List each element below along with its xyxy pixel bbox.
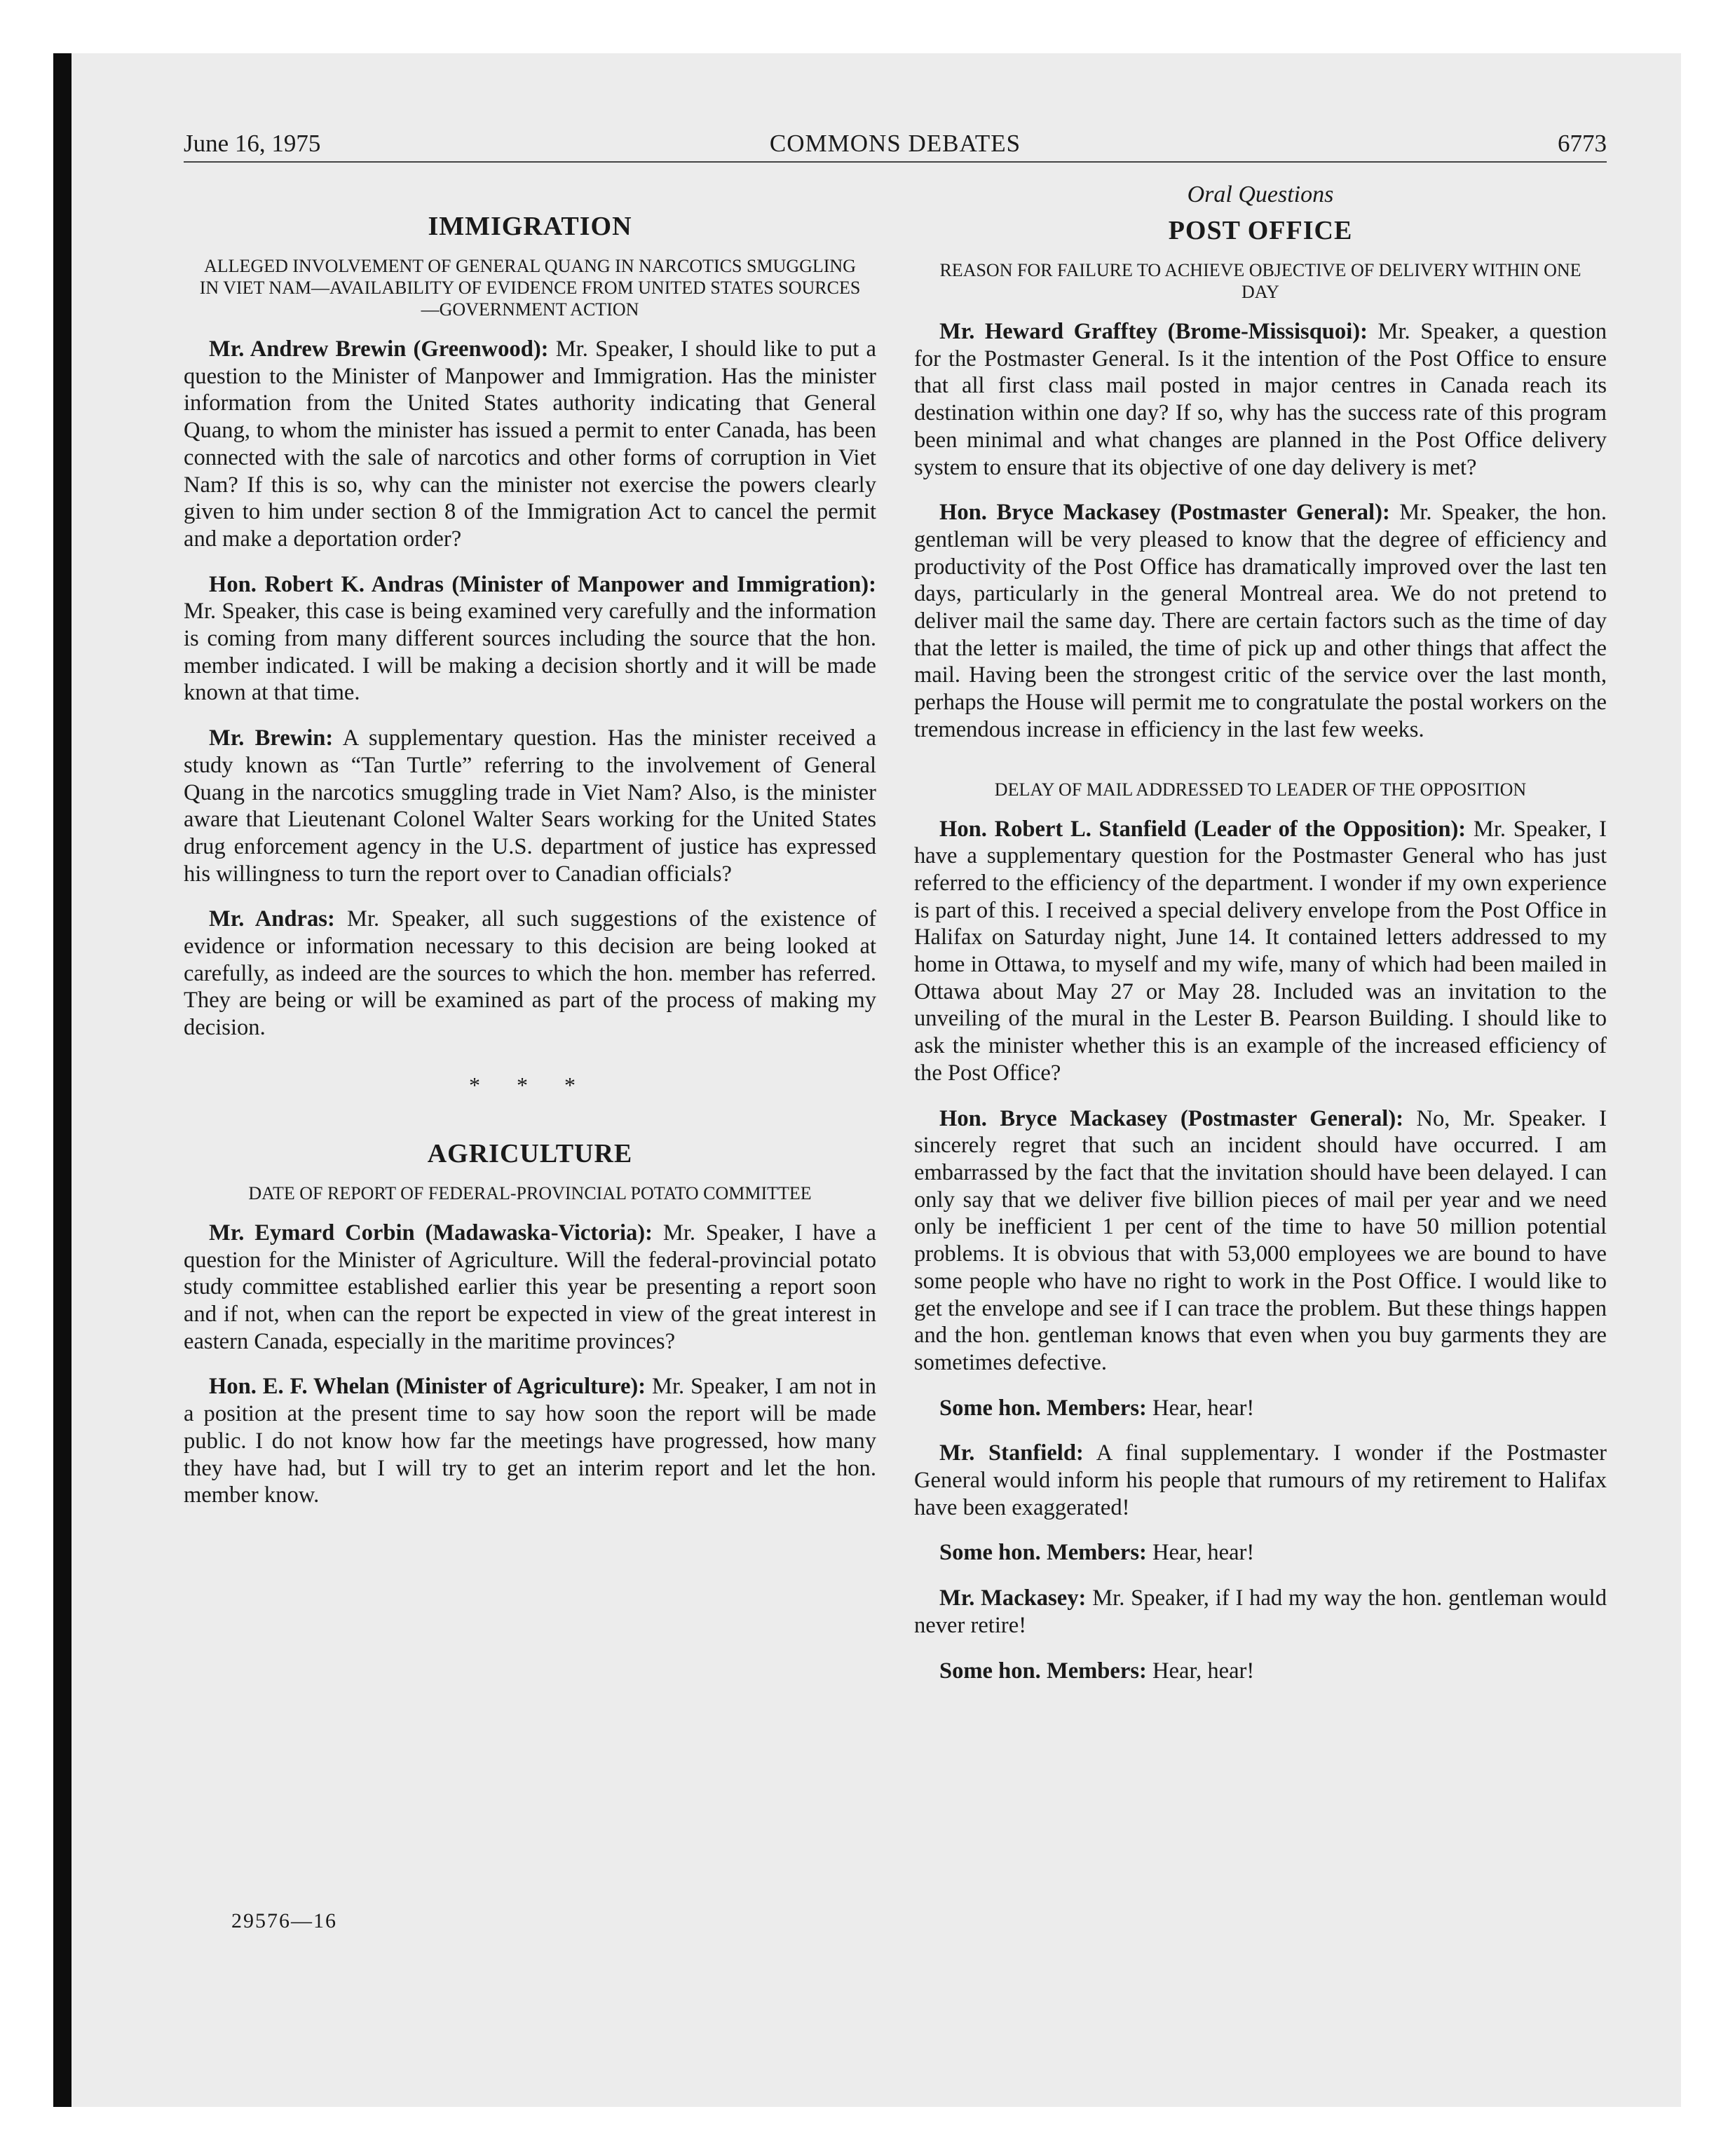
subheading-delivery-objective: REASON FOR FAILURE TO ACHIEVE OBJECTIVE OF DELIVERY WITHIN ONE DAY (939, 260, 1581, 302)
right-column (914, 181, 1607, 1703)
speaker-name: Some hon. Members: (939, 1395, 1147, 1421)
speech-text: Hear, hear! (1146, 1540, 1255, 1566)
speech-text: Mr. Speaker, this case is being examined very carefully and the information is coming from many different sources including the source that the hon. member indicated. I will be making a decision shortly and it will be made known at that time. (184, 599, 876, 706)
speaker-name: Some hon. Members: (939, 1658, 1147, 1684)
page-header (184, 126, 1607, 163)
speech-text: Mr. Speaker, the hon. gentleman will be very pleased to know that the degree of efficiency and productivity of the Post Office has dramatically improved over the last ten days, particularly in the general Montreal area. We do not pretend to deliver mail the same day. There are certain factors such as the time of day that the letter is mailed, the time of pick up and other things that affect the mail. Having been the strongest critic of the service over the last month, perhaps the House will permit me to congratulate the postal workers on the tremendous increase in efficiency in the last few weeks. (914, 500, 1607, 742)
speech-text: Hear, hear! (1146, 1395, 1255, 1421)
print-code: 29576—16 (231, 1909, 337, 1932)
speech-paragraph (914, 1585, 1607, 1639)
speech-paragraph (184, 1373, 876, 1509)
speaker-name: Hon. Bryce Mackasey (Postmaster General): (939, 500, 1390, 526)
header-date: June 16, 1975 (184, 130, 321, 157)
speaker-name: Mr. Stanfield: (939, 1440, 1084, 1466)
speech-paragraph (914, 1105, 1607, 1377)
subheading-quang: ALLEGED INVOLVEMENT OF GENERAL QUANG IN NARCOTICS SMUGGLING IN VIET NAM—AVAILABILITY OF EVIDENCE FROM UNITED STATES SOURCES—GOVERNMENT ACTION (199, 256, 861, 320)
speech-text: Mr. Speaker, I have a supplementary question for the Postmaster General who has just referred to the efficiency of the department. I wonder if my own experience is part of this. I received a special delivery envelope from the Post Office in Halifax on Saturday night, June 14. It contained letters addressed to my home in Ottawa, to myself and my wife, many of which had been mailed in Ottawa about May 27 or May 28. Included was an invitation to the unveiling of the mural in the Lester B. Pearson Building. I should like to ask the minister whether this is an example of the increased efficiency of the Post Office? (914, 816, 1607, 1086)
header-publication: COMMONS DEBATES (769, 130, 1021, 157)
running-head: Oral Questions (1187, 182, 1334, 207)
header-page-number: 6773 (1558, 130, 1607, 157)
speaker-name: Hon. Bryce Mackasey (Postmaster General): (939, 1105, 1404, 1131)
speaker-name: Hon. Robert K. Andras (Minister of Manpower and Immigration): (209, 571, 876, 597)
speaker-name: Some hon. Members: (939, 1540, 1147, 1566)
speaker-name: Mr. Andras: (209, 906, 335, 932)
left-column (184, 210, 876, 1527)
speaker-name: Mr. Andrew Brewin (Greenwood): (209, 336, 549, 362)
speech-text: Mr. Speaker, all such suggestions of the existence of evidence or information necessary to this decision are being looked at carefully, as indeed are the sources to which the hon. member has referred. They are being or will be examined as part of the process of making my decision. (184, 906, 876, 1041)
speech-paragraph (184, 571, 876, 707)
section-heading-post-office: POST OFFICE (1168, 216, 1353, 245)
binding-edge (53, 53, 72, 2107)
speech-text: Hear, hear! (1146, 1658, 1255, 1684)
speech-paragraph (914, 1395, 1607, 1422)
section-heading-agriculture: AGRICULTURE (427, 1138, 633, 1168)
speech-paragraph (914, 318, 1607, 481)
subheading-potato-committee: DATE OF REPORT OF FEDERAL-PROVINCIAL POTATO COMMITTEE (248, 1182, 812, 1203)
speech-paragraph (184, 336, 876, 553)
speech-paragraph (184, 906, 876, 1042)
speech-text: A supplementary question. Has the minister received a study known as “Tan Turtle” referring to the involvement of General Quang in the narcotics smuggling trade in Viet Nam? Also, is the minister aware that Lieutenant Colonel Walter Sears working for the United States drug enforcement agency in the U.S. department of justice has expressed his willingness to turn the report over to Canadian officials? (184, 725, 876, 887)
speech-paragraph (914, 1658, 1607, 1685)
speech-paragraph (914, 1440, 1607, 1521)
speech-text: No, Mr. Speaker. I sincerely regret that such an incident should have occurred. I am embarrassed by the fact that the invitation should have been delayed. I can only say that we deliver five billion pieces of mail per year and we need only be inefficient 1 per cent of the time to have 50 million potential problems. It is obvious that with 53,000 employees we are bound to have some people who have no right to work in the Post Office. I would like to get the envelope and see if I can trace the problem. But these things happen and the hon. gentleman knows that even when you buy garments they are sometimes defective. (914, 1105, 1607, 1375)
speech-paragraph (184, 1220, 876, 1356)
speech-text: Mr. Speaker, a question for the Postmaster General. Is it the intention of the Post Office to ensure that all first class mail posted in major centres in Canada reach its destination within one day? If so, why has the success rate of this program been minimal and what changes are planned in the Post Office delivery system to ensure that its objective of one day delivery is met? (914, 319, 1607, 480)
speech-paragraph (914, 499, 1607, 743)
speech-paragraph (914, 1539, 1607, 1567)
speaker-name: Mr. Eymard Corbin (Madawaska-Victoria): (209, 1220, 653, 1246)
section-separator: * * * (469, 1072, 591, 1098)
speech-text: Mr. Speaker, I am not in a position at the present time to say how soon the report will be made public. I do not know how far the meetings have progressed, how many they have had, but I will try to get an interim report and let the hon. member know. (184, 1374, 876, 1508)
speaker-name: Mr. Mackasey: (939, 1585, 1087, 1611)
speech-text: Mr. Speaker, I should like to put a question to the Minister of Manpower and Immigration. Has the minister information from the United States authority indicating that General Quang, to whom the minister has issued a permit to enter Canada, has been connected with the sale of narcotics and other forms of corruption in Viet Nam? If this is so, why can the minister not exercise the powers clearly given to him under section 8 of the Immigration Act to cancel the permit and make a deportation order? (184, 336, 876, 552)
speaker-name: Mr. Heward Grafftey (Brome-Missisquoi): (939, 319, 1368, 344)
subheading-mail-delay: DELAY OF MAIL ADDRESSED TO LEADER OF THE OPPOSITION (994, 779, 1527, 800)
speech-text: A final supplementary. I wonder if the Postmaster General would inform his people that rumours of my retirement to Halifax have been exaggerated! (914, 1440, 1607, 1520)
section-heading-immigration: IMMIGRATION (428, 212, 632, 241)
speech-paragraph (184, 725, 876, 887)
speech-text: Mr. Speaker, if I had my way the hon. gentleman would never retire! (914, 1585, 1607, 1638)
speech-paragraph (914, 816, 1607, 1087)
speaker-name: Mr. Brewin: (209, 725, 334, 751)
speaker-name: Hon. Robert L. Stanfield (Leader of the Opposition): (939, 816, 1467, 842)
speech-text: Mr. Speaker, I have a question for the Minister of Agriculture. Will the federal-provincial potato study committee established earlier this year be presenting a report soon and if not, when can the report be expected in view of the great interest in eastern Canada, especially in the maritime provinces? (184, 1220, 876, 1354)
speaker-name: Hon. E. F. Whelan (Minister of Agriculture): (209, 1374, 646, 1400)
